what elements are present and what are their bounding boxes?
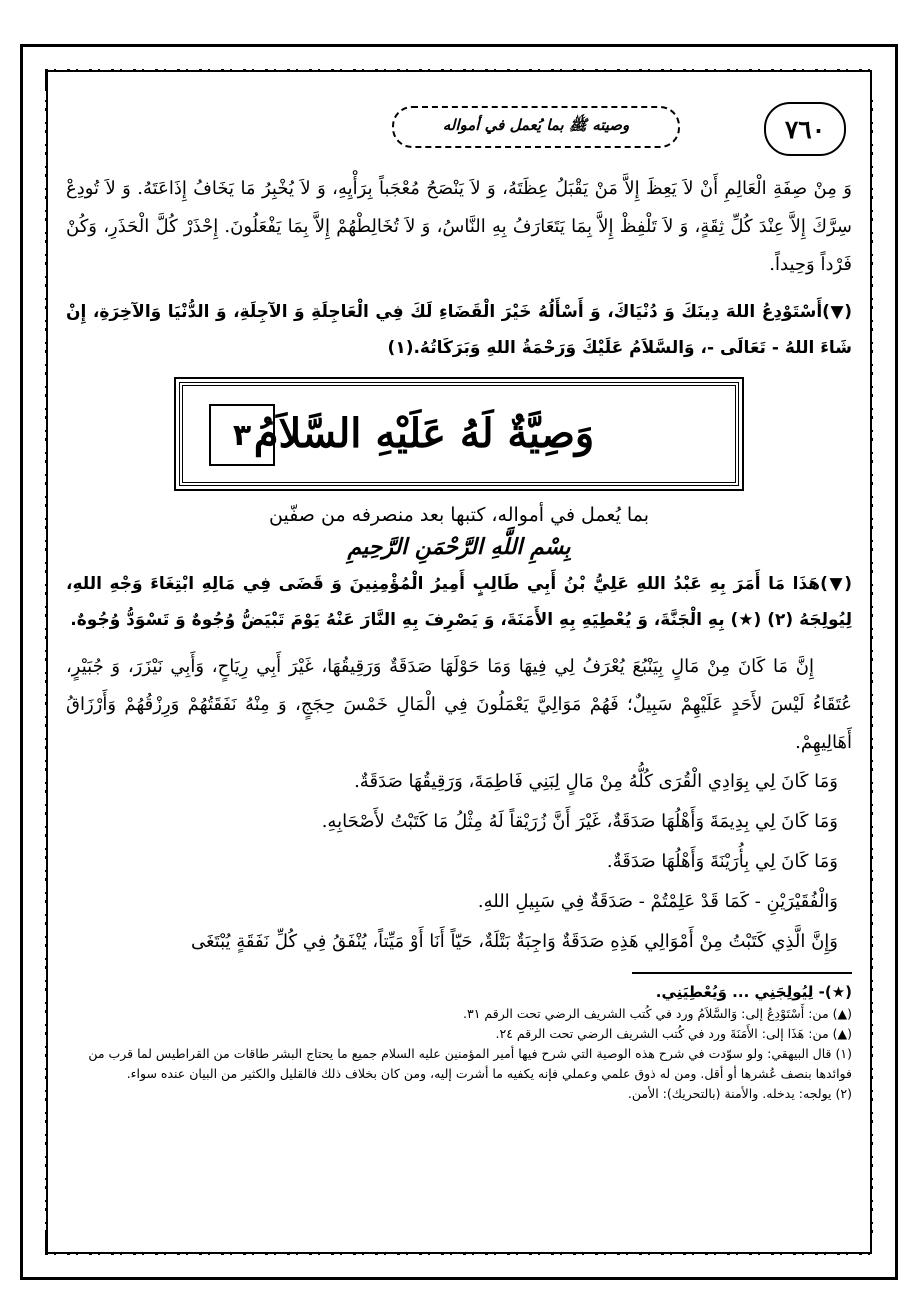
clause-wadi-qura: وَمَا كَانَ لِي بِوَادِي الْقُرَى كُلُّهُ مِنْ مَالٍ لِبَنِي فَاطِمَةَ، وَرَقِيقُهَا صَدَقَةٌ. xyxy=(354,771,838,792)
clause-dima: وَمَا كَانَ لِي بِدِيمَةَ وَأَهْلُهَا صَدَقَةٌ، غَيْرَ أَنَّ زُرَيْقاً لَهُ مِثْلُ مَا كَتَبْتُ لأَصْحَابِهِ. xyxy=(321,811,838,832)
paragraph-will-intro: (▼)هَذَا مَا أَمَرَ بِهِ عَبْدُ اللهِ عَلِيُّ بْنُ أَبِي طَالِبٍ أَمِيرُ الْمُؤْمِنِينَ وَ قَضَى فِي مَالِهِ ابْتِغَاءَ وَجْهِ اللهِ، لِيُولِجَهُ (٢) (★) بِهِ الْجَنَّةَ، وَ يُعْطِيَهِ بِهِ الأَمَنَةَ، وَ يَصْرِفَ بِهِ النَّارَ عَنْهُ يَوْمَ تَبْيَضُّ وُجُوهٌ وَ تَسْوَدُّ وُجُوهٌ. xyxy=(66,574,852,630)
clause-fuqairain: وَالْفُقَيْرَيْنِ - كَمَا قَدْ عَلِمْتُمْ - صَدَقَةٌ فِي سَبِيلِ اللهِ. xyxy=(477,891,838,912)
clause-written-property: وَإِنَّ الَّذِي كَتَبْتُ مِنْ أَمْوَالِي هَذِهِ صَدَقَةٌ وَاجِبَةٌ بَتْلَةٌ، حَيّاً أَنَا أَوْ مَيِّتاً، يُنْفَقُ فِي كُلِّ نَفَقَةٍ يُبْتَغَى xyxy=(190,931,838,952)
paragraph-yanbu: إِنَّ مَا كَانَ مِنْ مَالٍ بِيَنْبُعَ يُعْرَفُ لِي فِيهَا وَمَا حَوْلَهَا صَدَقَةٌ وَرَقِيقُهَا، غَيْرَ أَبِي رِيَاحٍ، وَأَبِي نَيْزَرَ، وَ جُبَيْرٍ، عُتَقَاءُ لَيْسَ لأَحَدٍ عَلَيْهِمْ سَبِيلٌ؛ فَهُمْ مَوَالِيَّ يَعْمَلُونَ فِي الْمَالِ خَمْسَ حِجَجٍ، وَ مِنْهُ نَفَقَتُهُمْ وَرِزْقُهُمْ وَأَرْزَاقُ أَهَالِيهِمْ. xyxy=(66,656,852,753)
section-title-box xyxy=(179,382,739,486)
footnote-divider xyxy=(632,972,852,974)
footnote-star: (★)- لِيُولِجَنِي ... وَيُعْطِيَنِي. xyxy=(655,983,852,1001)
running-title: وصيته ﷺ بما يُعمل في أمواله xyxy=(392,106,680,148)
section-number: ٣ xyxy=(209,404,275,466)
paragraph-scholar: وَ مِنْ صِفَةِ الْعَالِمِ أَنْ لاَ يَعِظَ إِلاَّ مَنْ يَقْبَلُ عِظَتَهُ، وَ لاَ يَنْصَحُ مُعْجَباً بِرَأْيِهِ، وَ لاَ يُخْبِرُ مَا يَخَافُ إِذَاعَتَهُ. وَ لاَ تُودِعْ سِرَّكَ إِلاَّ عِنْدَ كُلِّ ثِقَةٍ، وَ لاَ تَلْفِظْ إِلاَّ بِمَا يَتَعَارَفُ بِهِ النَّاسُ، وَ لاَ تُخَالِطْهُمْ إِلاَّ بِمَا يَفْعَلُونَ. إِحْذَرْ كُلَّ الْحَذَرِ، وَكُنْ فَرْداً وَحِيداً. xyxy=(66,178,852,275)
footnote-source-1: (▲) من: أَسْتَوْدِعُ إلى: وَالسَّلاَمُ ورد في كُتب الشريف الرضي تحت الرقم ٣١. xyxy=(463,1006,852,1021)
page-content xyxy=(66,90,852,1240)
footnote-source-2: (▲) من: هَذَا إلى: الأَمَنَةَ ورد في كُتب الشريف الرضي تحت الرقم ٢٤. xyxy=(495,1026,852,1041)
page-header xyxy=(66,90,852,160)
clause-uraina: وَمَا كَانَ لِي بِأُرَيْنَةَ وَأَهْلُهَا صَدَقَةٌ. xyxy=(606,851,838,872)
basmala: بِسْمِ اللَّهِ الرَّحْمَنِ الرَّحِيمِ xyxy=(347,534,571,560)
footnote-1: (١) قال البيهقي: ولو سوّدت في شرح هذه الوصية التي شرح فيها أمير المؤمنين عليه السلام جميع ما يحتاج البشر طاقات من القراطيس لما قرب من فوائدها بنصف عُشرها أو أقل. ومن له ذوق علمي وعملي فإنه يكفيه ما أشرت إليه، ومن كان بخلاف ذلك فالقليل والكثير من البيان عنده سواء. xyxy=(88,1046,852,1081)
section-title: وَصِيَّةٌ لَهُ عَلَيْهِ السَّلاَمُ xyxy=(253,409,595,457)
section-subtitle: بما يُعمل في أمواله، كتبها بعد منصرفه من صفّين xyxy=(269,504,649,526)
page-number: ٧٦٠ xyxy=(764,102,846,156)
footnote-2: (٢) يولجه: يدخله. والأمنة (بالتحريك): الأمن. xyxy=(627,1086,852,1101)
paragraph-farewell: (▼)أَسْتَوْدِعُ اللهَ دِينَكَ وَ دُنْيَاكَ، وَ أَسْأَلُهُ خَيْرَ الْقَضَاءِ لَكَ فِي الْعَاجِلَةِ وَ الآجِلَةِ، وَ الدُّنْيَا وَالآخِرَةِ، إِنْ شَاءَ اللهُ - تَعَالَى -، وَالسَّلاَمُ عَلَيْكَ وَرَحْمَةُ اللهِ وَبَرَكَاتُهُ.(١) xyxy=(66,302,852,358)
